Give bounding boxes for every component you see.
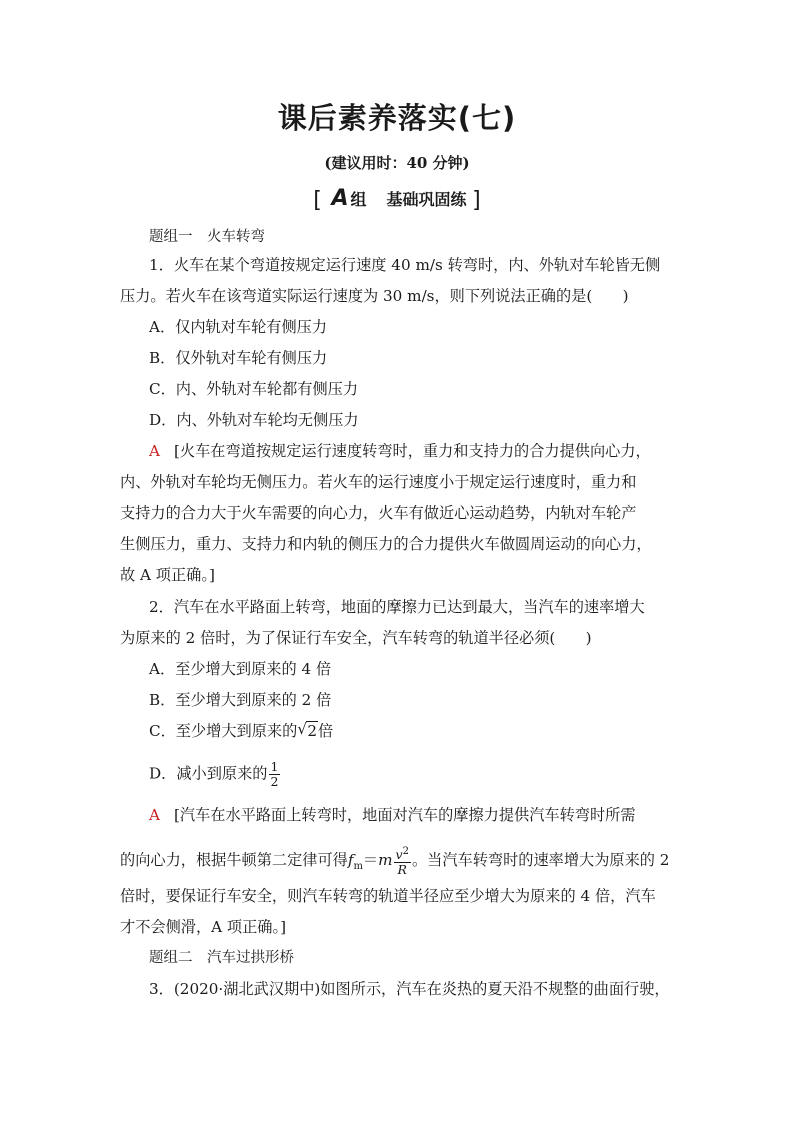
q1-explanation-line3: 支持力的合力大于火车需要的向心力，火车有做近心运动趋势，内轨对车轮产 bbox=[120, 504, 637, 522]
q2-stem-line2: 为原来的 2 倍时，为了保证行车安全，汽车转弯的轨道半径必须( ) bbox=[120, 629, 592, 647]
q2-option-b: B．至少增大到原来的 2 倍 bbox=[149, 691, 332, 709]
q2-answer: A bbox=[149, 806, 160, 824]
q2-explanation-line1: A [汽车在水平路面上转弯时，地面对汽车的摩擦力提供汽车转弯时所需 bbox=[149, 806, 636, 824]
q1-option-a: A．仅内轨对车轮有侧压力 bbox=[149, 318, 328, 336]
q2-stem-line1: 2．汽车在水平路面上转弯，地面的摩擦力已达到最大，当汽车的速率增大 bbox=[149, 598, 645, 616]
q2-explanation-line4: 才不会侧滑，A 项正确。] bbox=[120, 918, 286, 936]
q2-option-c: C．至少增大到原来的 √ 2倍 bbox=[149, 720, 334, 740]
q2-option-a: A．至少增大到原来的 4 倍 bbox=[149, 660, 332, 678]
q1-option-d: D．内、外轨对车轮均无侧压力 bbox=[149, 411, 359, 429]
q1-stem-line1: 1．火车在某个弯道按规定运行速度 40 m/s 转弯时，内、外轨对车轮皆无侧 bbox=[149, 256, 661, 274]
q1-option-b: B．仅外轨对车轮有侧压力 bbox=[149, 349, 328, 367]
q2-explanation-line3: 倍时，要保证行车安全，则汽车转弯的轨道半径应至少增大为原来的 4 倍，汽车 bbox=[120, 887, 656, 905]
topic-heading-1: 题组一 火车转弯 bbox=[149, 229, 265, 245]
time-suggestion: (建议用时：40 分钟) bbox=[324, 154, 470, 172]
group-letter: A bbox=[331, 186, 349, 211]
q2-explanation-line2: 的向心力，根据牛顿第二定律可得$f_m=m$ $\frac{v^2}{R}$ 。当汽车转弯时的速率增大为原来的 2 bbox=[120, 846, 670, 878]
bracket-close: ] bbox=[472, 188, 481, 213]
group-label: 组 bbox=[350, 190, 367, 209]
q1-explanation-line2: 内、外轨对车轮均无侧压力。若火车的运行速度小于规定运行速度时，重力和 bbox=[120, 473, 637, 491]
page-title: 课后素养落实(七) bbox=[277, 101, 517, 135]
q1-explanation-line1: A [火车在弯道按规定运行速度转弯时，重力和支持力的合力提供向心力， bbox=[149, 442, 651, 460]
q1-answer: A bbox=[149, 442, 160, 460]
fraction-v2-over-r: $\frac{v^2}{R}$ bbox=[395, 846, 409, 878]
topic-heading-2: 题组二 汽车过拱形桥 bbox=[149, 950, 294, 966]
q1-explanation-line4: 生侧压力，重力、支持力和内轨的侧压力的合力提供火车做圆周运动的向心力， bbox=[120, 535, 652, 553]
group-heading bbox=[0, 186, 794, 213]
sqrt-expression: √ 2 bbox=[297, 720, 317, 740]
group-name: 基础巩固练 bbox=[386, 190, 467, 209]
fraction-one-half: $\frac{1}{2}$ bbox=[270, 759, 279, 789]
q3-stem-line1: 3．(2020·湖北武汉期中)如图所示，汽车在炎热的夏天沿不规整的曲面行驶， bbox=[149, 980, 670, 998]
q1-explanation-line5: 故 A 项正确。] bbox=[120, 566, 215, 584]
q1-stem-line2: 压力。若火车在该弯道实际运行速度为 30 m/s，则下列说法正确的是( ) bbox=[120, 287, 629, 305]
q1-option-c: C．内、外轨对车轮都有侧压力 bbox=[149, 380, 359, 398]
bracket-open: [ bbox=[313, 188, 322, 213]
q2-option-d: D．减小到原来的 $\frac{1}{2}$ bbox=[149, 759, 279, 789]
